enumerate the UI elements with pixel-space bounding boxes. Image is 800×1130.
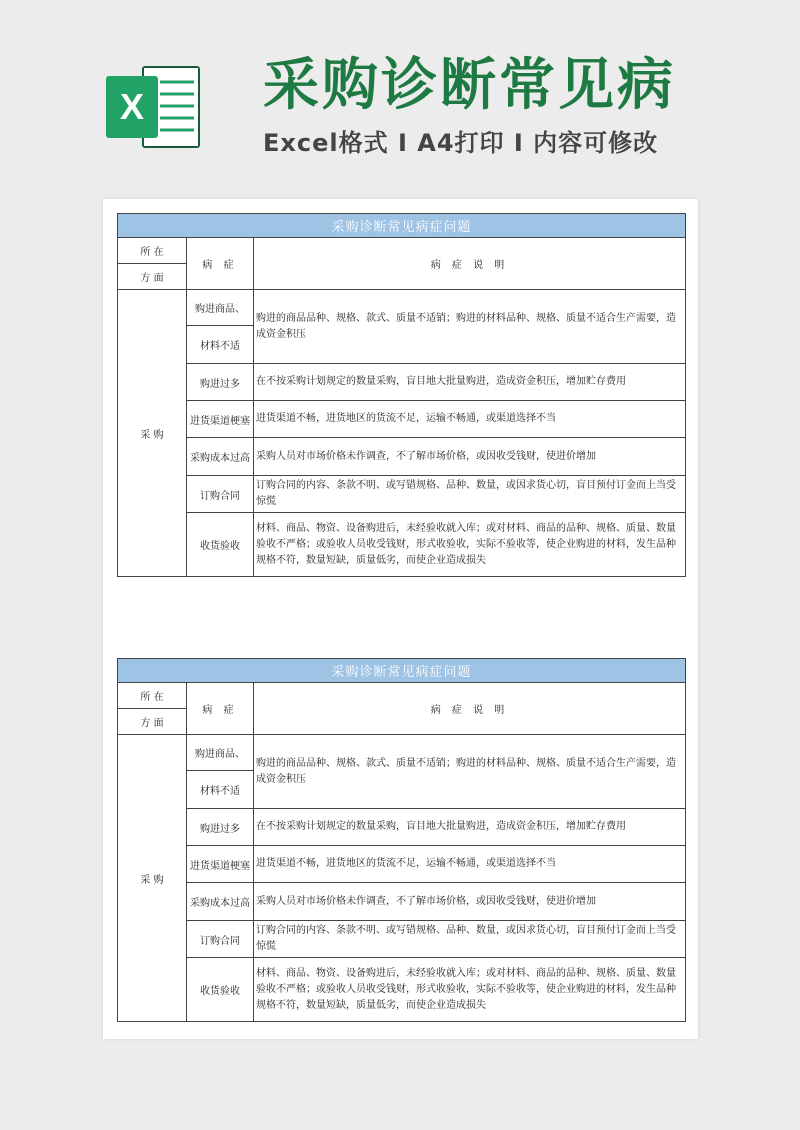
header-area-line1: 所 在 [118, 683, 187, 709]
symptom-cell: 材料不适 [187, 771, 254, 809]
header-symptom: 病 症 [187, 238, 254, 290]
symptom-cell: 采购成本过高 [187, 438, 254, 476]
explanation-cell: 进货渠道不畅，进货地区的货流不足，运输不畅通，或渠道选择不当 [254, 846, 686, 883]
header-area-line2: 方 面 [118, 709, 187, 735]
explanation-cell: 材料、商品、物资、设备购进后，未经验收就入库；或对材料、商品的品种、规格、质量、数量验收不严格；或验收人员收受钱财，形式收验收，实际不验收等，使企业购进的材料，发生品种规格不符，数量短缺，质量低劣，而使企业造成损失 [254, 513, 686, 577]
symptom-cell: 订购合同 [187, 921, 254, 958]
symptom-cell: 购进商品、 [187, 735, 254, 771]
page-title: 采购诊断常见病 [263, 53, 676, 118]
explanation-cell: 购进的商品品种、规格、款式、质量不适销；购进的材料品种、规格、质量不适合生产需要，造成资金积压 [254, 290, 686, 364]
table-title: 采购诊断常见病症问题 [118, 659, 686, 683]
symptom-cell: 进货渠道梗塞 [187, 846, 254, 883]
excel-logo-icon [104, 62, 204, 152]
explanation-cell: 进货渠道不畅，进货地区的货流不足，运输不畅通，或渠道选择不当 [254, 401, 686, 438]
area-cell: 采 购 [118, 290, 187, 577]
table-title: 采购诊断常见病症问题 [118, 214, 686, 238]
symptom-table-2 [117, 658, 686, 1022]
header-explanation: 病 症 说 明 [254, 238, 686, 290]
explanation-cell: 在不按采购计划规定的数量采购，盲目地大批量购进，造成资金积压，增加贮存费用 [254, 364, 686, 401]
explanation-cell: 订购合同的内容、条款不明、或写错规格、品种、数量，或因求货心切，盲目预付订金而上当受惊慌 [254, 476, 686, 513]
symptom-cell: 采购成本过高 [187, 883, 254, 921]
explanation-cell: 采购人员对市场价格未作调查，不了解市场价格，或因收受钱财，使进价增加 [254, 883, 686, 921]
symptom-cell: 收货验收 [187, 513, 254, 577]
header-area-line1: 所 在 [118, 238, 187, 264]
header-symptom: 病 症 [187, 683, 254, 735]
symptom-table-1 [117, 213, 686, 577]
symptom-cell: 收货验收 [187, 958, 254, 1022]
header-area-line2: 方 面 [118, 264, 187, 290]
symptom-cell: 材料不适 [187, 326, 254, 364]
explanation-cell: 购进的商品品种、规格、款式、质量不适销；购进的材料品种、规格、质量不适合生产需要，造成资金积压 [254, 735, 686, 809]
template-banner [0, 0, 800, 190]
page-subtitle: Excel格式 I A4打印 I 内容可修改 [263, 129, 659, 157]
explanation-cell: 材料、商品、物资、设备购进后，未经验收就入库；或对材料、商品的品种、规格、质量、数量验收不严格；或验收人员收受钱财，形式收验收，实际不验收等，使企业购进的材料，发生品种规格不符，数量短缺，质量低劣，而使企业造成损失 [254, 958, 686, 1022]
explanation-cell: 在不按采购计划规定的数量采购，盲目地大批量购进，造成资金积压，增加贮存费用 [254, 809, 686, 846]
excel-logo-letter: X [119, 86, 145, 127]
symptom-cell: 进货渠道梗塞 [187, 401, 254, 438]
explanation-cell: 采购人员对市场价格未作调查，不了解市场价格，或因收受钱财，使进价增加 [254, 438, 686, 476]
symptom-cell: 购进过多 [187, 364, 254, 401]
area-cell: 采 购 [118, 735, 187, 1022]
document-sheet [103, 199, 698, 1039]
symptom-cell: 购进商品、 [187, 290, 254, 326]
symptom-cell: 购进过多 [187, 809, 254, 846]
header-explanation: 病 症 说 明 [254, 683, 686, 735]
explanation-cell: 订购合同的内容、条款不明、或写错规格、品种、数量，或因求货心切，盲目预付订金而上当受惊慌 [254, 921, 686, 958]
symptom-cell: 订购合同 [187, 476, 254, 513]
